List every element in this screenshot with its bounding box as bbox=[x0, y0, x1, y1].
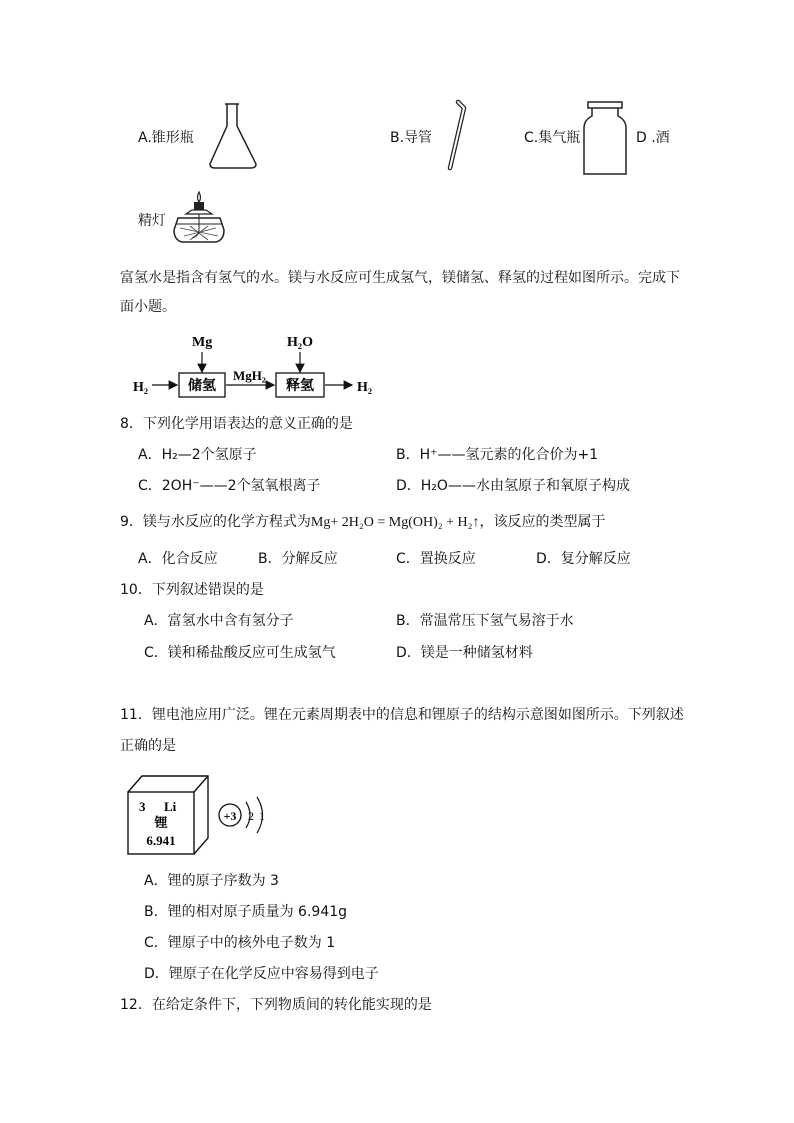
q11-option-c: C．锂原子中的核外电子数为 1 bbox=[144, 935, 336, 951]
q12-stem: 12．在给定条件下，下列物质间的转化能实现的是 bbox=[120, 997, 432, 1013]
flow-mg: Mg bbox=[192, 335, 213, 350]
q10-option-d: D．镁是一种储氢材料 bbox=[396, 645, 533, 661]
flow-h2o: H₂O bbox=[287, 335, 313, 350]
shell-1-electrons: 2 bbox=[248, 809, 254, 823]
q9-option-a: A．化合反应 bbox=[138, 551, 218, 567]
q9-option-c: C．置换反应 bbox=[396, 551, 476, 567]
flow-store: 储氢 bbox=[188, 378, 216, 394]
tile-mass: 6.941 bbox=[146, 833, 176, 848]
flow-mgh2: MgH₂ bbox=[233, 368, 266, 383]
q9-stem-prefix: 9．镁与水反应的化学方程式为 bbox=[120, 514, 311, 530]
flow-h2-in: H₂ bbox=[133, 380, 149, 395]
q11-option-d: D．锂原子在化学反应中容易得到电子 bbox=[144, 966, 379, 982]
q8-option-a: A．H₂—2个氢原子 bbox=[138, 447, 257, 463]
q10-option-b: B．常温常压下氢气易溶于水 bbox=[396, 613, 574, 629]
option-d-alcohol-lamp-part2: 精灯 bbox=[138, 213, 166, 229]
option-d-alcohol-lamp-part1: D .酒 bbox=[636, 130, 670, 146]
q9-option-d: D．复分解反应 bbox=[536, 551, 631, 567]
flow-h2-out: H₂ bbox=[357, 380, 373, 395]
q9-option-b: B．分解反应 bbox=[258, 551, 338, 567]
q9-stem-suffix: ，该反应的类型属于 bbox=[479, 514, 606, 530]
q11-option-b: B．锂的相对原子质量为 6.941g bbox=[144, 904, 348, 920]
shell-2-electrons: 1 bbox=[259, 809, 265, 823]
q8-option-c: C．2OH⁻——2个氢氧根离子 bbox=[138, 478, 321, 494]
option-a-conical-flask: A.锥形瓶 bbox=[138, 130, 194, 146]
intro-line-1: 富氢水是指含有氢气的水。镁与水反应可生成氢气，镁储氢、释氢的过程如图所示。完成下 bbox=[120, 270, 680, 286]
q8-stem: 8．下列化学用语表达的意义正确的是 bbox=[120, 416, 353, 432]
option-b-tube: B.导管 bbox=[390, 130, 433, 146]
intro-line-2: 面小题。 bbox=[120, 299, 176, 315]
q8-option-b: B．H⁺——氢元素的化合价为+1 bbox=[396, 447, 599, 463]
q11-option-a: A．锂的原子序数为 3 bbox=[144, 873, 279, 889]
q8-option-d: D．H₂O——水由氢原子和氧原子构成 bbox=[396, 478, 630, 494]
tile-name: 锂 bbox=[154, 816, 168, 831]
q9-equation: Mg+ 2H₂O = Mg(OH)₂ + H₂↑ bbox=[310, 515, 480, 530]
tile-symbol: Li bbox=[164, 799, 177, 814]
option-c-gas-jar: C.集气瓶 bbox=[524, 130, 581, 146]
nucleus-charge: +3 bbox=[223, 809, 237, 823]
tile-number: 3 bbox=[139, 799, 146, 814]
q11-stem-line-2: 正确的是 bbox=[120, 738, 176, 754]
flow-release: 释氢 bbox=[286, 378, 314, 394]
q11-stem-line-1: 11．锂电池应用广泛。锂在元素周期表中的信息和锂原子的结构示意图如图所示。下列叙述 bbox=[120, 707, 684, 723]
q10-option-a: A．富氢水中含有氢分子 bbox=[144, 613, 294, 629]
q10-stem: 10．下列叙述错误的是 bbox=[120, 582, 264, 598]
q10-option-c: C．镁和稀盐酸反应可生成氢气 bbox=[144, 645, 336, 661]
